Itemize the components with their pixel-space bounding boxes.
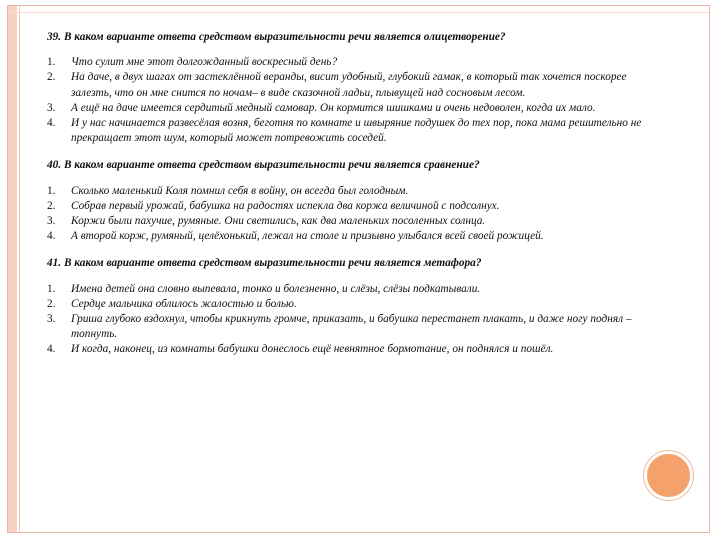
answer-option <box>47 55 657 70</box>
option-number: 2. <box>47 297 56 310</box>
option-text: А второй корж, румяный, целёхонький, лежал на столе и призывно улыбался всей своей рожицей. <box>71 230 544 243</box>
option-text: Сердце мальчика облилось жалостью и болью. <box>71 297 297 310</box>
option-number: 4. <box>47 343 56 356</box>
option-text: На даче, в двух шагах от застеклённой веранды, висит удобный, глубокий гамак, в который так хочется поскорее залезть, что он мне снится по ночам– в виде сказочной ладьи, плывущей над сосновым лесом. <box>71 71 627 99</box>
answer-option <box>47 199 657 214</box>
option-number: 2. <box>47 71 56 84</box>
option-text: Сколько маленький Коля помнил себя в войну, он всегда был голодным. <box>71 184 409 197</box>
option-number: 1. <box>47 184 56 197</box>
answer-option <box>47 214 657 229</box>
option-number: 1. <box>47 282 56 295</box>
answer-option <box>47 229 657 244</box>
question-block-40 <box>47 158 657 244</box>
option-text: Что сулит мне этот долгожданный воскресный день? <box>71 56 338 69</box>
option-number: 4. <box>47 230 56 243</box>
answer-option <box>47 101 657 116</box>
option-text: Имена детей она словно выпевала, тонко и болезненно, и слёзы, слёзы подкатывали. <box>71 282 481 295</box>
answer-list <box>47 55 657 146</box>
slide-content <box>47 30 657 370</box>
decorative-circle <box>644 451 693 500</box>
option-text: Собрав первый урожай, бабушка на радостях испекла два коржа величиной с подсолнух. <box>71 199 500 212</box>
option-number: 2. <box>47 199 56 212</box>
answer-option <box>47 342 657 357</box>
answer-option <box>47 297 657 312</box>
answer-list <box>47 282 657 358</box>
answer-list <box>47 184 657 245</box>
answer-option <box>47 116 657 146</box>
option-number: 3. <box>47 101 56 114</box>
answer-option <box>47 312 657 342</box>
question-title: 39. В каком варианте ответа средством выразительности речи является олицетворение? <box>47 31 506 43</box>
question-title: 40. В каком варианте ответа средством выразительности речи является сравнение? <box>47 159 480 172</box>
option-text: И когда, наконец, из комнаты бабушки донеслось ещё невнятное бормотание, он поднялся и пошёл. <box>71 343 554 356</box>
option-text: Гриша глубоко вздохнул, чтобы крикнуть громче, приказать, и бабушка перестанет плакать, и даже ногу поднял – топнуть. <box>71 313 632 341</box>
answer-option <box>47 70 657 100</box>
question-block-41 <box>47 256 657 357</box>
option-number: 3. <box>47 215 56 228</box>
option-text: И у нас начинается развесёлая возня, беготня по комнате и швыряние подушек до тех пор, пока мама решительно не прекращает этот шум, который может потревожить соседей. <box>71 117 642 145</box>
option-text: Коржи были пахучие, румяные. Они светились, как два маленьких посоленных солнца. <box>71 215 486 228</box>
option-number: 3. <box>47 313 56 326</box>
option-number: 1. <box>47 56 56 69</box>
answer-option <box>47 282 657 297</box>
question-title: 41. В каком варианте ответа средством выразительности речи является метафора? <box>47 257 482 270</box>
option-number: 4. <box>47 117 56 130</box>
question-block-39 <box>47 30 657 146</box>
option-text: А ещё на даче имеется сердитый медный самовар. Он кормится шишками и очень недоволен, когда их мало. <box>71 101 596 114</box>
answer-option <box>47 184 657 199</box>
